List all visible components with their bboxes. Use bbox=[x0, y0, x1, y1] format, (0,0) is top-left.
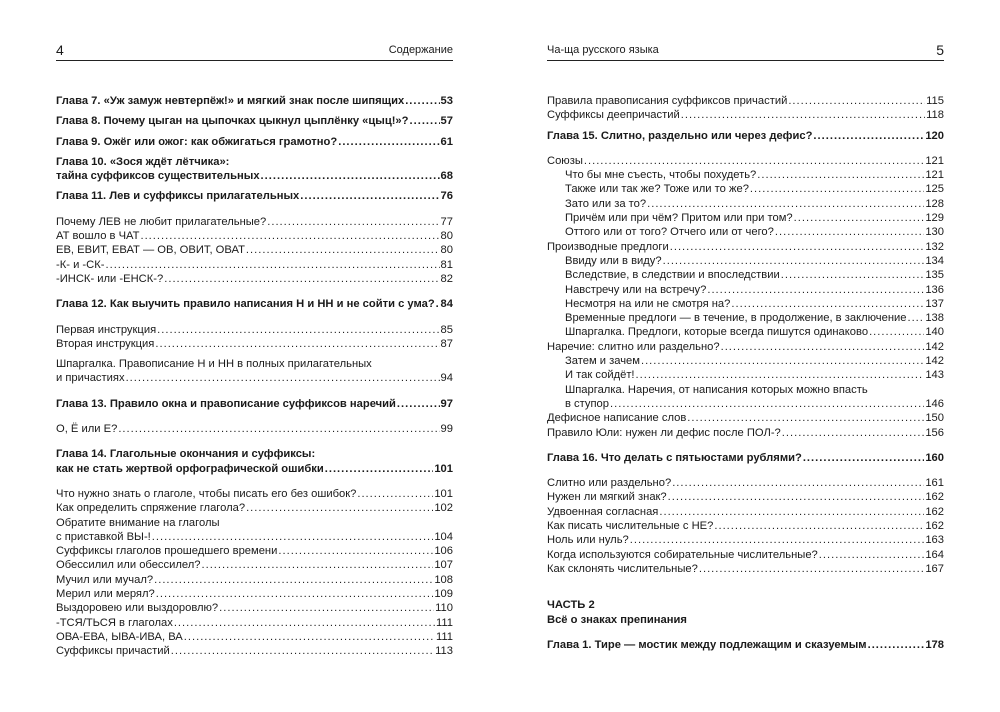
toc-entry bbox=[56, 558, 453, 572]
entry-page: 142 bbox=[925, 340, 944, 353]
entry-page: 99 bbox=[440, 423, 453, 436]
entry-title: О, Ё или Е? bbox=[56, 423, 118, 436]
chapter-entry bbox=[547, 451, 944, 465]
dot-leader bbox=[126, 371, 440, 385]
entry-page: 164 bbox=[925, 548, 944, 561]
dot-leader bbox=[687, 411, 924, 425]
toc-entry bbox=[547, 254, 944, 268]
entry-title: Глава 15. Слитно, раздельно или через дефис? bbox=[547, 129, 813, 142]
page-number: 4 bbox=[56, 42, 64, 58]
entry-title: Несмотря на или не смотря на? bbox=[565, 297, 731, 310]
dot-leader bbox=[155, 337, 439, 351]
entry-page: 108 bbox=[434, 573, 453, 586]
toc-left bbox=[56, 94, 453, 659]
entry-page: 81 bbox=[440, 258, 453, 271]
dot-leader bbox=[721, 340, 925, 354]
entry-page: 128 bbox=[925, 197, 944, 210]
toc-entry bbox=[56, 357, 453, 386]
dot-leader bbox=[781, 268, 925, 282]
toc-entry bbox=[547, 168, 944, 182]
dot-leader bbox=[164, 272, 439, 286]
toc-entry bbox=[547, 368, 944, 382]
entry-page: 77 bbox=[440, 215, 453, 228]
dot-leader bbox=[707, 283, 924, 297]
toc-entry bbox=[56, 573, 453, 587]
entry-page: 111 bbox=[435, 616, 453, 629]
dot-leader bbox=[803, 451, 925, 465]
dot-leader bbox=[775, 225, 924, 239]
dot-leader bbox=[782, 426, 925, 440]
dot-leader bbox=[338, 135, 439, 149]
entry-title: Слитно или раздельно? bbox=[547, 477, 672, 490]
entry-page: 161 bbox=[925, 477, 944, 490]
entry-title: Наречие: слитно или раздельно? bbox=[547, 340, 720, 353]
dot-leader bbox=[907, 311, 924, 325]
toc-entry bbox=[56, 644, 453, 658]
entry-page: 110 bbox=[435, 602, 453, 615]
toc-entry bbox=[547, 411, 944, 425]
chapter-entry bbox=[56, 397, 453, 411]
dot-leader bbox=[152, 530, 434, 544]
toc-entry bbox=[547, 426, 944, 440]
toc-entry bbox=[547, 325, 944, 339]
entry-title-line2 bbox=[565, 397, 944, 411]
entry-page: 150 bbox=[925, 412, 944, 425]
entry-title: Временные предлоги — в течение, в продолжение, в заключение bbox=[565, 312, 907, 325]
entry-title: -ИНСК- или -ЕНСК-? bbox=[56, 272, 164, 285]
toc-entry bbox=[56, 229, 453, 243]
toc-entry bbox=[547, 354, 944, 368]
entry-page: 129 bbox=[925, 212, 944, 225]
entry-title: с приставкой ВЫ-! bbox=[56, 530, 151, 543]
entry-page: 160 bbox=[925, 451, 944, 464]
dot-leader bbox=[154, 573, 433, 587]
entry-title: Глава 1. Тире — мостик между подлежащим и сказуемым bbox=[547, 638, 867, 651]
entry-page: 85 bbox=[440, 323, 453, 336]
entry-page: 87 bbox=[440, 337, 453, 350]
entry-title: Нужен ли мягкий знак? bbox=[547, 491, 667, 504]
entry-title: Навстречу или на встречу? bbox=[565, 283, 707, 296]
toc-entry bbox=[547, 505, 944, 519]
dot-leader bbox=[219, 601, 434, 615]
toc-entry bbox=[56, 516, 453, 545]
entry-title: Вследствие, в следствии и впоследствии bbox=[565, 269, 780, 282]
dot-leader bbox=[278, 544, 433, 558]
entry-title: Ввиду или в виду? bbox=[565, 254, 662, 267]
toc-entry bbox=[547, 108, 944, 122]
dot-leader bbox=[184, 630, 435, 644]
entry-page: 84 bbox=[440, 298, 453, 311]
entry-title: Суффиксы причастий bbox=[56, 645, 170, 658]
entry-title: Вторая инструкция bbox=[56, 337, 155, 350]
entry-title: Мерил или мерял? bbox=[56, 588, 155, 601]
page-number: 5 bbox=[936, 42, 944, 58]
entry-page: 57 bbox=[440, 115, 453, 128]
entry-title-line1: Обратите внимание на глаголы bbox=[56, 516, 220, 529]
toc-entry bbox=[56, 587, 453, 601]
entry-title: Глава 16. Что делать с пятьюстами рублями? bbox=[547, 451, 802, 464]
entry-page: 156 bbox=[925, 426, 944, 439]
entry-page: 109 bbox=[434, 588, 453, 601]
entry-title: как не стать жертвой орфографической ошибки bbox=[56, 462, 324, 475]
chapter-entry bbox=[56, 447, 453, 476]
entry-title-line1: Шпаргалка. Наречия, от написания которых можно впасть bbox=[565, 383, 868, 396]
part-heading bbox=[547, 598, 944, 627]
entry-page: 120 bbox=[925, 129, 944, 142]
dot-leader bbox=[813, 129, 924, 143]
toc-entry bbox=[547, 240, 944, 254]
entry-title-line1: Глава 10. «Зося ждёт лётчика»: bbox=[56, 155, 230, 168]
chapter-entry bbox=[56, 114, 453, 128]
entry-page: 80 bbox=[440, 244, 453, 257]
entry-title: Зато или за то? bbox=[565, 197, 647, 210]
toc-entry bbox=[547, 340, 944, 354]
toc-entry bbox=[56, 243, 453, 257]
entry-title: ЕВ, ЕВИТ, ЕВАТ — ОВ, ОВИТ, ОВАТ bbox=[56, 244, 245, 257]
dot-leader bbox=[731, 297, 924, 311]
dot-leader bbox=[436, 297, 440, 311]
entry-page: 101 bbox=[434, 487, 453, 500]
dot-leader bbox=[630, 533, 925, 547]
entry-title: Глава 13. Правило окна и правописание суффиксов наречий bbox=[56, 397, 396, 410]
entry-title: Почему ЛЕВ не любит прилагательные? bbox=[56, 215, 267, 228]
toc-entry bbox=[547, 548, 944, 562]
entry-title: Глава 9. Ожёг или ожог: как обжигаться грамотно? bbox=[56, 135, 338, 148]
entry-title-line2 bbox=[56, 371, 453, 385]
entry-title: Выздоровею или выздоровлю? bbox=[56, 602, 219, 615]
entry-title: Глава 8. Почему цыган на цыпочках цыкнул цыплёнку «цыц!»? bbox=[56, 115, 409, 128]
toc-entry bbox=[56, 337, 453, 351]
entry-page: 76 bbox=[440, 190, 453, 203]
dot-leader bbox=[869, 325, 924, 339]
header-rule bbox=[56, 60, 453, 61]
dot-leader bbox=[105, 258, 439, 272]
entry-title: Затем и зачем bbox=[565, 355, 640, 368]
entry-title: Первая инструкция bbox=[56, 323, 157, 336]
entry-page: 121 bbox=[925, 169, 944, 182]
dot-leader bbox=[868, 638, 925, 652]
toc-entry bbox=[56, 616, 453, 630]
entry-title: Глава 7. «Уж замуж невтерпёж!» и мягкий знак после шипящих bbox=[56, 95, 405, 107]
dot-leader bbox=[584, 154, 924, 168]
dot-leader bbox=[157, 323, 439, 337]
entry-page: 111 bbox=[435, 630, 453, 643]
dot-leader bbox=[672, 476, 924, 490]
toc-entry bbox=[56, 630, 453, 644]
entry-title: Как склонять числительные? bbox=[547, 562, 698, 575]
entry-page: 136 bbox=[925, 283, 944, 296]
dot-leader bbox=[405, 94, 439, 108]
entry-page: 94 bbox=[440, 372, 453, 385]
dot-leader bbox=[659, 505, 924, 519]
entry-page: 140 bbox=[925, 326, 944, 339]
entry-page: 125 bbox=[925, 183, 944, 196]
toc-entry bbox=[547, 297, 944, 311]
dot-leader bbox=[171, 644, 434, 658]
toc-entry bbox=[547, 533, 944, 547]
entry-page: 113 bbox=[435, 645, 453, 658]
dot-leader bbox=[699, 562, 924, 576]
dot-leader bbox=[788, 94, 925, 108]
entry-page: 53 bbox=[440, 95, 453, 107]
dot-leader bbox=[246, 501, 433, 515]
header-rule bbox=[547, 60, 944, 61]
entry-page: 107 bbox=[434, 559, 453, 572]
entry-title-line2 bbox=[56, 462, 453, 476]
entry-title: Что нужно знать о глаголе, чтобы писать его без ошибок? bbox=[56, 487, 357, 500]
toc-entry bbox=[547, 311, 944, 325]
chapter-entry bbox=[547, 129, 944, 143]
entry-title: Как определить спряжение глагола? bbox=[56, 502, 246, 515]
toc-entry bbox=[547, 197, 944, 211]
toc-entry bbox=[56, 422, 453, 436]
chapter-entry bbox=[56, 94, 453, 108]
entry-title-line2 bbox=[56, 530, 453, 544]
toc-entry bbox=[547, 519, 944, 533]
entry-title: и причастиях bbox=[56, 372, 125, 385]
dot-leader bbox=[757, 168, 924, 182]
entry-page: 135 bbox=[925, 269, 944, 282]
entry-page: 97 bbox=[440, 397, 453, 410]
entry-title: тайна суффиксов существительных bbox=[56, 170, 260, 183]
dot-leader bbox=[647, 197, 924, 211]
entry-title: Глава 11. Лев и суффиксы прилагательных bbox=[56, 190, 300, 203]
toc-entry bbox=[547, 562, 944, 576]
part-label: ЧАСТЬ 2 bbox=[547, 599, 595, 612]
entry-page: 132 bbox=[925, 240, 944, 253]
entry-title: Суффиксы глаголов прошедшего времени bbox=[56, 545, 278, 558]
entry-page: 104 bbox=[434, 530, 453, 543]
entry-title: Обессилил или обессилел? bbox=[56, 559, 201, 572]
entry-page: 143 bbox=[925, 369, 944, 382]
entry-page: 163 bbox=[925, 534, 944, 547]
toc-entry bbox=[547, 225, 944, 239]
toc-entry bbox=[547, 283, 944, 297]
entry-title: И так сойдёт! bbox=[565, 369, 635, 382]
entry-page: 162 bbox=[925, 505, 944, 518]
entry-title: АТ вошло в ЧАТ bbox=[56, 230, 140, 243]
dot-leader bbox=[641, 354, 924, 368]
dot-leader bbox=[794, 211, 925, 225]
dot-leader bbox=[670, 240, 925, 254]
toc-entry bbox=[547, 211, 944, 225]
toc-entry bbox=[547, 490, 944, 504]
toc-entry bbox=[56, 258, 453, 272]
entry-title: -К- и -СК- bbox=[56, 258, 105, 271]
entry-title-line1: Глава 14. Глагольные окончания и суффиксы: bbox=[56, 448, 316, 461]
dot-leader bbox=[668, 490, 925, 504]
chapter-entry bbox=[56, 189, 453, 203]
toc-entry bbox=[56, 323, 453, 337]
entry-title: Оттого или от того? Отчего или от чего? bbox=[565, 226, 774, 239]
entry-title: -ТСЯ/ТЬСЯ в глаголах bbox=[56, 616, 173, 629]
chapter-entry bbox=[56, 155, 453, 184]
entry-page: 137 bbox=[925, 297, 944, 310]
dot-leader bbox=[118, 422, 439, 436]
entry-page: 138 bbox=[925, 312, 944, 325]
dot-leader bbox=[681, 108, 925, 122]
dot-leader bbox=[714, 519, 924, 533]
entry-title: в ступор bbox=[565, 397, 609, 410]
dot-leader bbox=[156, 587, 434, 601]
running-header: Содержание bbox=[388, 44, 453, 56]
dot-leader bbox=[750, 182, 924, 196]
entry-page: 130 bbox=[925, 226, 944, 239]
entry-page: 167 bbox=[925, 562, 944, 575]
toc-entry bbox=[547, 268, 944, 282]
entry-title: Союзы bbox=[547, 154, 583, 167]
chapter-entry bbox=[56, 135, 453, 149]
entry-page: 118 bbox=[926, 109, 944, 122]
entry-title: Также или так же? Тоже или то же? bbox=[565, 183, 749, 196]
dot-leader bbox=[397, 397, 440, 411]
entry-title: Производные предлоги bbox=[547, 240, 669, 253]
entry-page: 162 bbox=[925, 520, 944, 533]
dot-leader bbox=[636, 368, 925, 382]
entry-page: 82 bbox=[440, 272, 453, 285]
entry-title: Когда используются собирательные числительные? bbox=[547, 548, 818, 561]
entry-page: 134 bbox=[925, 254, 944, 267]
entry-title: Правила правописания суффиксов причастий bbox=[547, 95, 788, 107]
dot-leader bbox=[663, 254, 925, 268]
toc-entry bbox=[56, 272, 453, 286]
entry-page: 162 bbox=[925, 491, 944, 504]
toc-entry bbox=[56, 215, 453, 229]
entry-title: Глава 12. Как выучить правило написания Н и НН и не сойти с ума? bbox=[56, 298, 435, 311]
entry-title: Ноль или нуль? bbox=[547, 534, 629, 547]
entry-title: Шпаргалка. Предлоги, которые всегда пишутся одинаково bbox=[565, 326, 869, 339]
entry-page: 178 bbox=[925, 638, 944, 651]
toc-right bbox=[547, 94, 944, 652]
entry-title: Удвоенная согласная bbox=[547, 505, 659, 518]
entry-title: Мучил или мучал? bbox=[56, 573, 154, 586]
entry-title: Суффиксы деепричастий bbox=[547, 109, 680, 122]
entry-title-line2 bbox=[56, 169, 453, 183]
dot-leader bbox=[410, 114, 440, 128]
entry-title: Правило Юли: нужен ли дефис после ПОЛ-? bbox=[547, 426, 781, 439]
entry-page: 142 bbox=[925, 355, 944, 368]
entry-title: Как писать числительные с НЕ? bbox=[547, 520, 714, 533]
entry-page: 121 bbox=[925, 154, 944, 167]
toc-entry bbox=[56, 601, 453, 615]
toc-entry bbox=[56, 544, 453, 558]
dot-leader bbox=[174, 616, 435, 630]
dot-leader bbox=[300, 189, 439, 203]
toc-entry bbox=[547, 94, 944, 108]
dot-leader bbox=[325, 462, 434, 476]
entry-page: 61 bbox=[440, 135, 453, 148]
toc-entry bbox=[547, 383, 944, 412]
entry-page: 101 bbox=[434, 462, 453, 475]
entry-page: 146 bbox=[925, 397, 944, 410]
chapter-entry bbox=[56, 297, 453, 311]
entry-page: 106 bbox=[434, 545, 453, 558]
right-page bbox=[500, 0, 1000, 712]
dot-leader bbox=[246, 243, 440, 257]
entry-page: 68 bbox=[440, 170, 453, 183]
dot-leader bbox=[140, 229, 439, 243]
toc-entry bbox=[56, 501, 453, 515]
dot-leader bbox=[610, 397, 924, 411]
entry-title: Дефисное написание слов bbox=[547, 412, 687, 425]
entry-title-line1: Шпаргалка. Правописание Н и НН в полных прилагательных bbox=[56, 358, 372, 371]
dot-leader bbox=[819, 548, 925, 562]
dot-leader bbox=[261, 169, 440, 183]
dot-leader bbox=[201, 558, 433, 572]
entry-page: 102 bbox=[434, 502, 453, 515]
entry-title: Что бы мне съесть, чтобы похудеть? bbox=[565, 169, 757, 182]
toc-entry bbox=[547, 182, 944, 196]
part-title: Всё о знаках препинания bbox=[547, 613, 687, 626]
chapter-entry bbox=[547, 638, 944, 652]
entry-page: 115 bbox=[926, 95, 944, 107]
entry-page: 80 bbox=[440, 230, 453, 243]
toc-entry bbox=[547, 476, 944, 490]
dot-leader bbox=[267, 215, 439, 229]
entry-title: Причём или при чём? Притом или при том? bbox=[565, 212, 793, 225]
toc-entry bbox=[56, 487, 453, 501]
toc-entry bbox=[547, 154, 944, 168]
running-header: Ча-ща русского языка bbox=[547, 44, 659, 56]
entry-title: ОВА-ЕВА, ЫВА-ИВА, ВА bbox=[56, 630, 183, 643]
dot-leader bbox=[357, 487, 433, 501]
